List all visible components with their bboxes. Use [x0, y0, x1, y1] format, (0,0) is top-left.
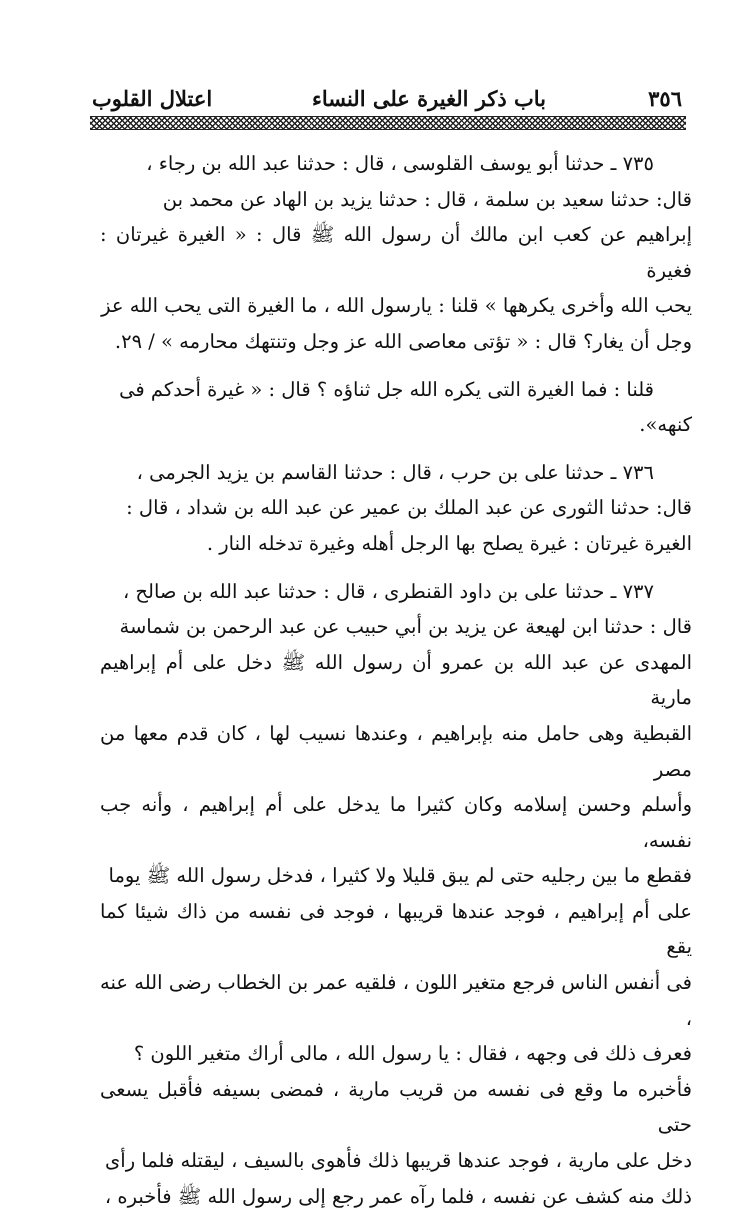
ornamental-divider — [90, 116, 686, 130]
text-line: ٧٣٦ ـ حدثنا على بن حرب ، قال : حدثنا القاسم بن يزيد الجرمى ، — [136, 460, 654, 484]
book-title: اعتلال القلوب — [92, 86, 213, 111]
text-line: ذلك منه كشف عن نفسه ، فلما رآه عمر رجع إلى رسول الله ﷺ فأخبره ، — [104, 1184, 692, 1208]
text-line: القبطية وهى حامل منه بإبراهيم ، وعندها نسيب لها ، كان قدم معها من مصر — [100, 721, 692, 781]
text-line: دخل على مارية ، فوجد عندها قريبها ذلك فأهوى بالسيف ، ليقتله فلما رأى — [105, 1149, 692, 1173]
text-line: قال: حدثنا الثورى عن عبد الملك بن عمير عن عبد الله بن شداد ، قال : — [126, 496, 692, 520]
text-line: قال: حدثنا سعيد بن سلمة ، قال : حدثنا يزيد بن الهاد عن محمد بن — [162, 187, 692, 211]
text-line: قال : حدثنا ابن لهيعة عن يزيد بن أبي حبيب عن عبد الرحمن بن شماسة — [119, 615, 692, 639]
text-line: المهدى عن عبد الله بن عمرو أن رسول الله ﷺ دخل على أم إبراهيم مارية — [100, 650, 692, 710]
text-line: الغيرة غيرتان : غيرة يصلح بها الرجل أهله وغيرة تدخله النار . — [206, 531, 692, 555]
text-line: قلنا : فما الغيرة التى يكره الله جل ثناؤه ؟ قال : « غيرة أحدكم فى — [119, 377, 654, 401]
hadith-736 — [100, 455, 692, 562]
text-line: ٧٣٥ ـ حدثنا أبو يوسف القلوسى ، قال : حدثنا عبد الله بن رجاء ، — [146, 152, 654, 175]
chapter-title: باب ذكر الغيرة على النساء — [311, 86, 546, 111]
text-line: ٧٣٧ ـ حدثنا على بن داود القنطرى ، قال : حدثنا عبد الله بن صالح ، — [122, 579, 654, 603]
text-line: وجل أن يغار؟ قال : « تؤتى معاصى الله عز وجل وتنتهك محارمه » / ٢٩. — [114, 329, 692, 353]
text-line: فقطع ما بين رجليه حتى لم يبق قليلا ولا كثيرا ، فدخل رسول الله ﷺ يوما — [108, 864, 692, 888]
page-text — [100, 146, 692, 1226]
text-line: على أم إبراهيم ، فوجد عندها قريبها ، فوجد فى نفسه من ذاك شيئا كما يقع — [100, 899, 692, 959]
text-line: إبراهيم عن كعب ابن مالك أن رسول الله ﷺ قال : « الغيرة غيرتان : فغيرة — [100, 223, 692, 282]
running-header — [92, 86, 682, 116]
text-line: يحب الله وأخرى يكرهها » قلنا : يارسول الله ، ما الغيرة التى يحب الله عز — [101, 294, 692, 318]
text-line: فعرف ذلك فى وجهه ، فقال : يا رسول الله ، مالى أراك متغير اللون ؟ — [133, 1042, 692, 1066]
hadith-737 — [100, 574, 692, 1215]
text-line: فأخبره ما وقع فى نفسه من قريب مارية ، فمضى بسيفه فأقبل يسعى حتى — [100, 1077, 692, 1137]
page-number: ٣٥٦ — [648, 86, 682, 111]
hadith-735 — [100, 146, 692, 360]
text-line: وأسلم وحسن إسلامه وكان كثيرا ما يدخل على أم إبراهيم ، وأنه جب نفسه، — [100, 793, 692, 852]
text-line: كنهه». — [639, 413, 692, 437]
text-line: فى أنفس الناس فرجع متغير اللون ، فلقيه عمر بن الخطاب رضى الله عنه ، — [100, 971, 692, 1030]
continuation-paragraph — [100, 372, 692, 443]
